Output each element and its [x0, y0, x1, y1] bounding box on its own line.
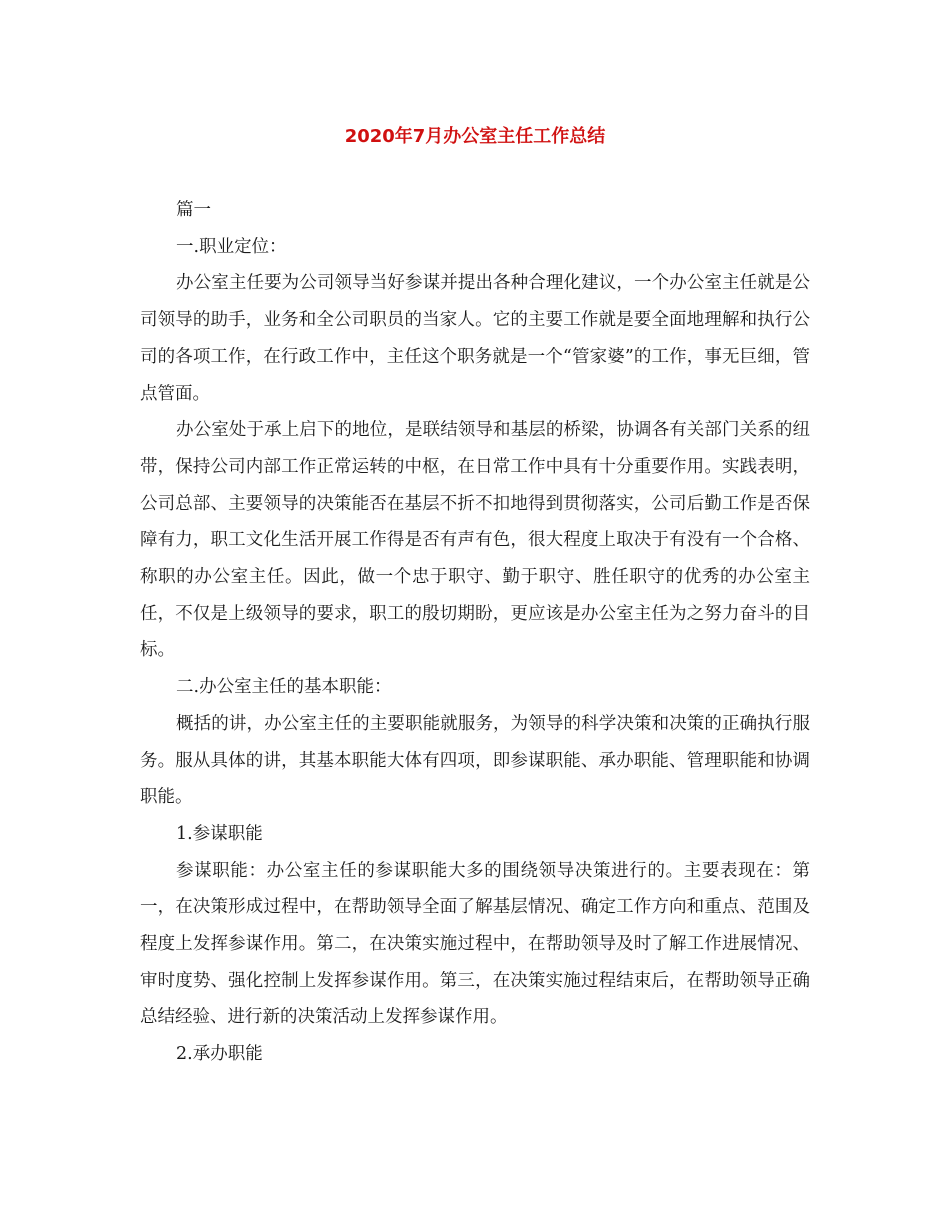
- body-paragraph: 参谋职能：办公室主任的参谋职能大多的围绕领导决策进行的。主要表现在：第一，在决策形成过程中，在帮助领导全面了解基层情况、确定工作方向和重点、范围及程度上发挥参谋作用。第二，在决策实施过程中，在帮助领导及时了解工作进展情况、审时度势、强化控制上发挥参谋作用。第三，在决策实施过程结束后，在帮助领导正确总结经验、进行新的决策活动上发挥参谋作用。: [140, 860, 810, 1028]
- section-heading: 一.职业定位：: [176, 236, 287, 257]
- body-paragraph: 概括的讲，办公室主任的主要职能就服务，为领导的科学决策和决策的正确执行服务。服从具体的讲，其基本职能大体有四项，即参谋职能、承办职能、管理职能和协调职能。: [140, 713, 810, 808]
- body-paragraph: 办公室主任要为公司领导当好参谋并提出各种合理化建议，一个办公室主任就是公司领导的助手，业务和全公司职员的当家人。它的主要工作就是要全面地理解和执行公司的各项工作，在行政工作中，主任这个职务就是一个“管家婆”的工作，事无巨细，管点管面。: [140, 273, 810, 404]
- document-title: 2020年7月办公室主任工作总结: [344, 126, 606, 147]
- section-label: 篇一: [176, 200, 211, 220]
- subsection-heading: 2.承办职能: [176, 1044, 263, 1065]
- document-body: [140, 192, 810, 1073]
- body-paragraph: 办公室处于承上启下的地位，是联结领导和基层的桥梁，协调各有关部门关系的纽带，保持公司内部工作正常运转的中枢，在日常工作中具有十分重要作用。实践表明，公司总部、主要领导的决策能否在基层不折不扣地得到贯彻落实，公司后勤工作是否保障有力，职工文化生活开展工作得是否有声有色，很大程度上取决于有没有一个合格、称职的办公室主任。因此，做一个忠于职守、勤于职守、胜任职守的优秀的办公室主任，不仅是上级领导的要求，职工的殷切期盼，更应该是办公室主任为之努力奋斗的目标。: [140, 420, 810, 661]
- section-heading: 二.办公室主任的基本职能：: [176, 677, 392, 698]
- subsection-heading: 1.参谋职能: [176, 823, 263, 844]
